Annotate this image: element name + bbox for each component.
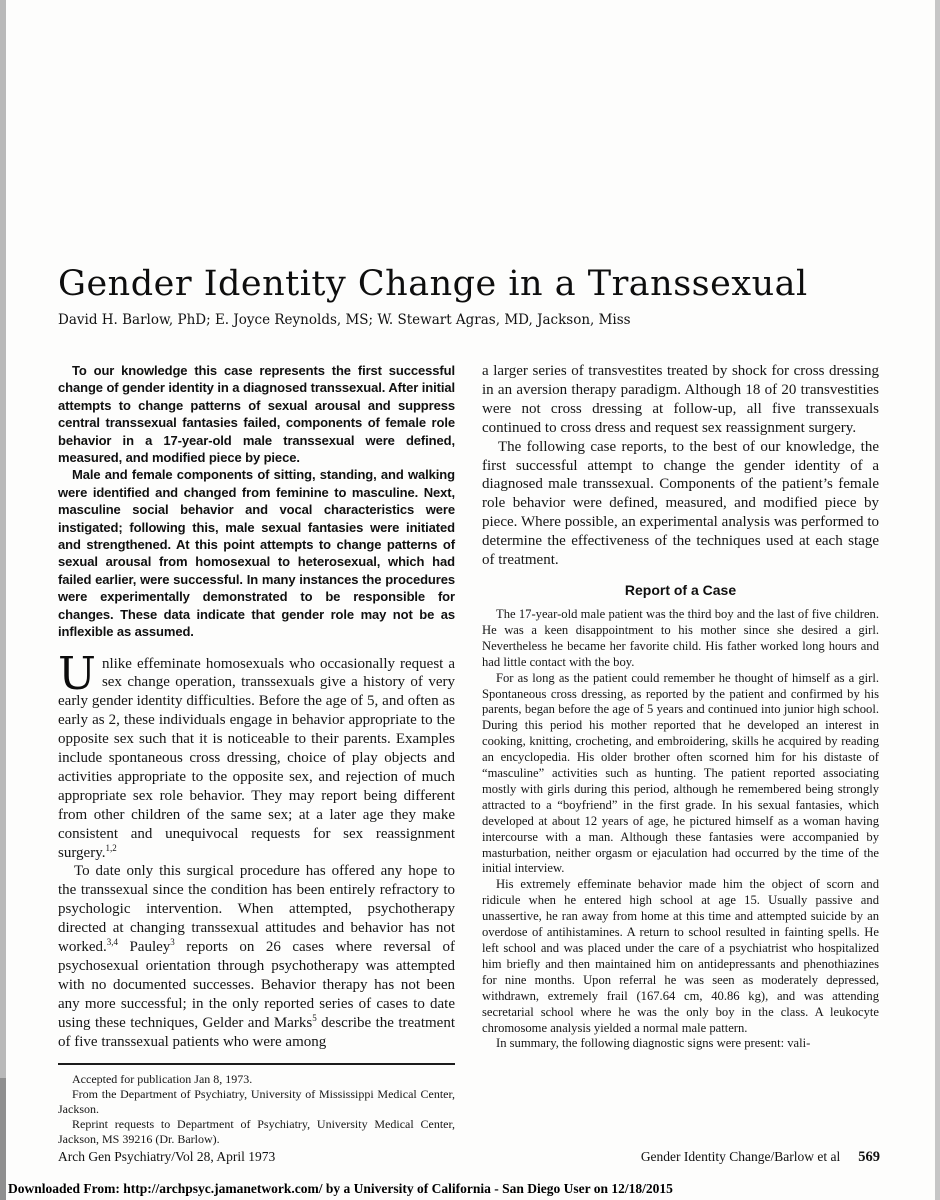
reference-marker-3: 3 [170, 937, 175, 948]
footer-right [641, 1149, 880, 1166]
introduction-continued [482, 362, 879, 570]
right-paragraph-2: The following case reports, to the best of our knowledge, the first successful attempt to change the gender identity of a diagnosed male transsexual. Components of the patient’s female role behavior were defined, measured, and modified piece by piece. Where possible, an experimental analysis was performed to determine the effectiveness of the techniques used at each stage of treatment. [482, 438, 879, 569]
two-column-body [58, 362, 880, 1147]
intro-paragraph-1 [58, 646, 455, 863]
page-footer [58, 1149, 880, 1166]
article-title: Gender Identity Change in a Transsexual [58, 264, 808, 305]
reference-marker-3-4: 3,4 [106, 937, 118, 948]
case-paragraph-2: For as long as the patient could remember he thought of himself as a girl. Spontaneous cross dressing, as reported by the patient and confirmed by his parents, began before the age of 5 years and continued into junior high school. During this period his mother reported that he developed an interest in cooking, knitting, crocheting, and embroidering, skills he acquired by reading an encyclopedia. His older brother often scorned him for his distaste of “masculine” activities such as hunting. The patient reported associating mostly with girls during this period, although he remembered being strongly attracted to a “boyfriend” in the first grade. In his sexual fantasies, which developed at about 12 years of age, he pictured himself as a woman having intercourse with a man. Although these fantasies were accompanied by masturbation, neither orgasm or ejaculation had occurred by the time of the initial interview. [482, 670, 879, 876]
case-paragraph-3: His extremely effeminate behavior made him the object of scorn and ridicule when he entered high school at age 15. Usually passive and unassertive, he ran away from home at this time and attempted suicide by an overdose of antihistamines. A return to school resulted in fainting spells. He left school and was placed under the care of a psychiatrist who hospitalized him briefly and then maintained him on antidepressants and phenothiazines for nine months. Upon referral he was seen as moderately depressed, withdrawn, extremely frail (167.64 cm, 40.86 kg), and was attending secretarial school where he was the only boy in the class. A leukocyte chromosome analysis yielded a normal male pattern. [482, 877, 879, 1035]
intro-paragraph-2-seg-2: Pauley [118, 939, 171, 956]
scan-edge-left-dark [0, 1078, 6, 1200]
section-heading-report-of-a-case: Report of a Case [624, 581, 737, 598]
scan-edge-left [0, 0, 6, 1200]
article-byline: David H. Barlow, PhD; E. Joyce Reynolds, MS; W. Stewart Agras, MD, Jackson, Miss [58, 312, 631, 328]
drop-cap: U [58, 646, 96, 700]
intro-paragraph-1-text: nlike effeminate homosexuals who occasionally request a sex change operation, transsexuals give a history of very early gender identity difficulties. Before the age of 5, and often as early as 2, these individuals engage in behavior appropriate to the opposite sex such that it is noticeable to their parents. Examples include spontaneous cross dressing, choice of play objects and activities appropriate to the opposite sex, and rejection of much appropriate sex role behavior. They may report being different from other children of the same sex; at a later age they make consistent and unequivocal requests for sex reassignment surgery. [58, 655, 455, 861]
intro-paragraph-2-seg-1: To date only this surgical procedure has offered any hope to the transsexual since the condition has been entirely refractory to psychologic intervention. When attempted, psychotherapy directed at changing transsexual attitudes and behavior has not worked. [58, 863, 455, 956]
introduction [58, 646, 455, 1052]
footnote-reprints: Reprint requests to Department of Psychiatry, University Medical Center, Jackson, MS 39216 (Dr. Barlow). [58, 1116, 455, 1146]
reference-marker-1-2: 1,2 [105, 842, 117, 853]
intro-paragraph-2-seg-4: describe the treatment of five transsexual patients who were among [58, 1014, 455, 1050]
footnote-divider [58, 1063, 455, 1065]
footnote-accepted: Accepted for publication Jan 8, 1973. [72, 1071, 253, 1086]
intro-paragraph-2-seg-3: reports on 26 cases where reversal of psychosexual orientation through psychotherapy was attempted with no documented successes. Behavior therapy has not been any more successful; in the only reported series of cases to date using these techniques, Gelder and Marks [58, 939, 455, 1031]
scan-edge-right [935, 0, 940, 1200]
abstract-paragraph-2: Male and female components of sitting, standing, and walking were identified and changed from feminine to masculine. Next, masculine social behavior and vocal characteristics were instigated; following this, male sexual fantasies were initiated and strengthened. At this point attempts to change patterns of sexual arousal from homosexual to heterosexual, which had failed earlier, were successful. In many instances the procedures were experimentally demonstrated to be responsible for changes. These data indicate that gender role may not be as inflexible as assumed. [58, 467, 455, 640]
footnotes [58, 1072, 455, 1147]
case-report [482, 607, 879, 1052]
running-head: Gender Identity Change/Barlow et al [640, 1149, 841, 1164]
right-column [482, 362, 879, 1147]
page-number: 569 [858, 1149, 880, 1165]
abstract-paragraph-1: To our knowledge this case represents the first successful change of gender identity in a diagnosed transsexual. After initial attempts to change patterns of sexual arousal and suppress central transsexual fantasies failed, components of female role behavior in a 17-year-old male transsexual were defined, measured, and modified piece by piece. [58, 363, 455, 466]
download-stamp: Downloaded From: http://archpsyc.jamanetwork.com/ by a University of California - San Diego User on 12/18/2015 [8, 1181, 673, 1196]
left-column [58, 362, 455, 1147]
case-paragraph-1: The 17-year-old male patient was the third boy and the last of five children. He was a keen disappointment to his mother since she desired a girl. Nevertheless he became her favorite child. His father worked long hours and had little contact with the boy. [482, 606, 879, 669]
right-paragraph-1: a larger series of transvestites treated by shock for cross dressing in an aversion therapy paradigm. Although 18 of 20 transvestities were not cross dressing at follow-up, all five transsexuals continued to cross dress and request sex reassignment surgery. [482, 363, 879, 436]
intro-paragraph-2 [58, 862, 455, 1051]
abstract [58, 362, 455, 641]
footnote-affiliation: From the Department of Psychiatry, University of Mississippi Medical Center, Jackson. [58, 1086, 455, 1116]
reference-marker-5: 5 [312, 1012, 317, 1023]
case-paragraph-4: In summary, the following diagnostic signs were present: vali- [496, 1036, 811, 1051]
journal-citation: Arch Gen Psychiatry/Vol 28, April 1973 [58, 1149, 276, 1164]
